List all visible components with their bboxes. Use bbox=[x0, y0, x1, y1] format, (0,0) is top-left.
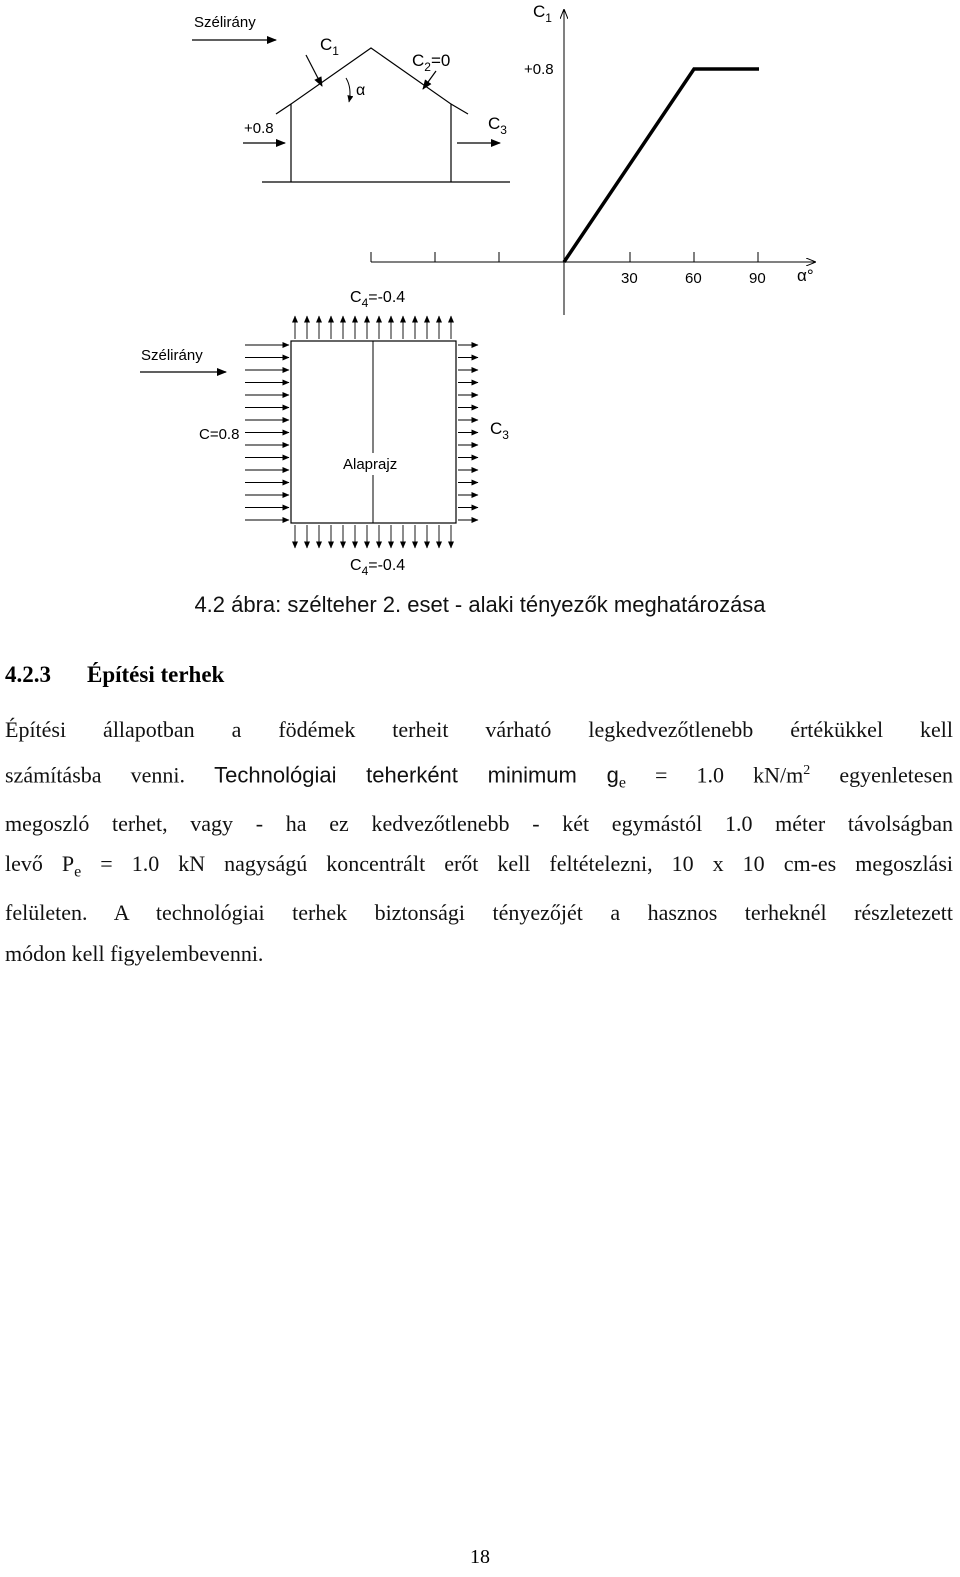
paragraph-line bbox=[5, 844, 953, 893]
top-coefficient: $C_4=-0.4$ bbox=[350, 289, 406, 310]
paragraph-line: megoszló terhet, vagy - ha ez kedvezőtlenebb - két egymástól 1.0 méter távolságban bbox=[5, 810, 953, 836]
bottom-suction-arrows bbox=[295, 525, 451, 548]
y-axis-label: $C_1$ bbox=[533, 2, 552, 25]
alpha-label: α bbox=[356, 82, 366, 99]
plan-title: Alaprajz bbox=[343, 456, 398, 473]
text-segment: egyenletesen bbox=[810, 761, 954, 787]
x-axis-label: α° bbox=[797, 266, 814, 285]
superscript: 2 bbox=[803, 762, 811, 778]
right-coefficient: $C_3$ bbox=[490, 419, 509, 442]
paragraph-line: Építési állapotban a födémek terheit várható legkedvezőtlenebb értékükkel kell bbox=[5, 717, 953, 742]
paragraph-line: felületen. A technológiai terhek biztonsági tényezőjét a hasznos terheknél részletezett bbox=[5, 900, 953, 926]
windward-coefficient: +0.8 bbox=[244, 120, 274, 137]
plan-view bbox=[140, 289, 509, 578]
x-tick-label: 30 bbox=[621, 270, 638, 287]
subscript: e bbox=[618, 774, 626, 792]
text-segment: számításba venni. bbox=[5, 761, 186, 787]
eave-right bbox=[451, 104, 468, 114]
page-number: 18 bbox=[470, 1546, 490, 1568]
alpha-arc bbox=[346, 78, 350, 102]
text-segment: = 1.0 kN nagyságú koncentrált erőt kell feltételezni, 10 x 10 cm-es megoszlási bbox=[81, 851, 953, 877]
paragraph-line: módon kell figyelembevenni. bbox=[5, 940, 264, 966]
figure-caption: 4.2 ábra: szélteher 2. eset - alaki tényezők meghatározása bbox=[194, 592, 766, 617]
eave-left bbox=[276, 104, 291, 114]
section-number: 4.2.3 bbox=[5, 662, 51, 687]
c1-label: $C_1$ bbox=[320, 35, 339, 58]
paragraph-line bbox=[5, 751, 953, 804]
c1-alpha-graph bbox=[371, 2, 815, 315]
wind-direction-label: Szélirány bbox=[141, 347, 203, 364]
c3-label: $C_3$ bbox=[488, 114, 507, 137]
building-section bbox=[192, 14, 510, 182]
wind-direction-label: Szélirány bbox=[194, 14, 256, 31]
section-heading bbox=[5, 662, 224, 688]
c1-curve bbox=[564, 69, 759, 262]
subscript: e bbox=[74, 863, 82, 881]
body-paragraph bbox=[5, 710, 953, 974]
c1-arrow bbox=[306, 55, 322, 86]
wind-load-figure bbox=[0, 0, 960, 600]
text-segment: levő P bbox=[5, 851, 75, 877]
y-value-label: +0.8 bbox=[524, 61, 554, 78]
left-pressure-arrows bbox=[245, 345, 289, 520]
x-tick-label: 90 bbox=[749, 270, 766, 287]
x-tick-label: 60 bbox=[685, 270, 702, 287]
c2-label: $C_2=0$ bbox=[412, 51, 451, 74]
left-coefficient: C=0.8 bbox=[199, 426, 240, 443]
section-title: Építési terhek bbox=[87, 662, 225, 687]
right-suction-arrows bbox=[458, 345, 478, 520]
text-segment: = 1.0 kN/m bbox=[625, 761, 804, 787]
text-segment: Technológiai teherként minimum g bbox=[214, 761, 619, 787]
top-suction-arrows bbox=[295, 316, 451, 339]
bottom-coefficient: $C_4=-0.4$ bbox=[350, 557, 406, 578]
